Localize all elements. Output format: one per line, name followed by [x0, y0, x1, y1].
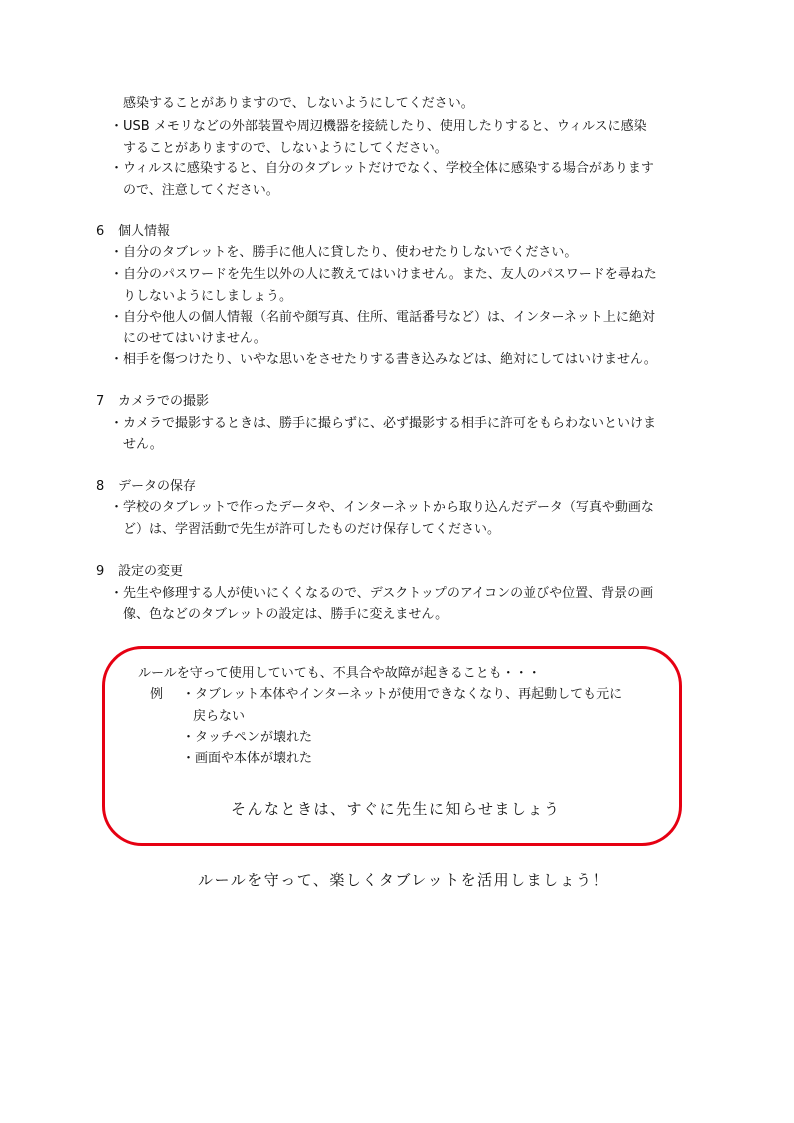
notice-message: そんなときは、すぐに先生に知らせましょう: [231, 800, 561, 818]
bullet-marker: ・: [110, 586, 124, 601]
section-line: 自分のパスワードを先生以外の人に教えてはいけません。また、友人のパスワードを尋ねた: [123, 267, 657, 282]
section-line: カメラで撮影するときは、勝手に撮らずに、必ず撮影する相手に許可をもらわないといけま: [123, 416, 657, 431]
section-title: 個人情報: [118, 224, 171, 239]
example-label: 例: [150, 687, 164, 702]
section-line: ど）は、学習活動で先生が許可したものだけ保存してください。: [123, 522, 501, 537]
example-item: ・タッチペンが壊れた: [182, 730, 313, 745]
section-number: 7: [96, 394, 105, 409]
section-number: 9: [96, 564, 105, 579]
example-item: ・タブレット本体やインターネットが使用できなくなり、再起動しても元に: [182, 687, 623, 702]
example-item: 戻らない: [193, 709, 246, 724]
intro-line: することがありますので、しないようにしてください。: [123, 141, 448, 156]
section-number: 6: [96, 224, 105, 239]
example-item: ・画面や本体が壊れた: [182, 751, 313, 766]
notice-heading: ルールを守って使用していても、不具合や故障が起きることも・・・: [138, 666, 541, 681]
intro-line: ので、注意してください。: [123, 183, 279, 198]
closing-message: ルールを守って、楽しくタブレットを活用しましょう！: [198, 871, 610, 889]
section-line: 自分のタブレットを、勝手に他人に貸したり、使わせたりしないでください。: [123, 245, 578, 260]
section-number: 8: [96, 479, 105, 494]
section-title: 設定の変更: [118, 564, 184, 579]
section-line: 自分や他人の個人情報（名前や顔写真、住所、電話番号など）は、インターネット上に絶対: [123, 310, 655, 325]
intro-line: USB メモリなどの外部装置や周辺機器を接続したり、使用したりすると、ウィルスに感染: [123, 119, 647, 134]
section-title: データの保存: [118, 479, 197, 494]
section-line: 像、色などのタブレットの設定は、勝手に変えません。: [123, 607, 449, 622]
section-line: りしないようにしましょう。: [123, 289, 293, 304]
bullet-marker: ・: [110, 310, 124, 325]
section-line: せん。: [123, 437, 163, 452]
bullet-marker: ・: [110, 245, 124, 260]
section-line: 学校のタブレットで作ったデータや、インターネットから取り込んだデータ（写真や動画な: [123, 500, 654, 515]
section-line: にのせてはいけません。: [123, 331, 267, 346]
section-line: 相手を傷つけたり、いやな思いをさせたりする書き込みなどは、絶対にしてはいけません。: [123, 352, 657, 367]
bullet-marker: ・: [110, 352, 124, 367]
bullet-marker: ・: [110, 161, 124, 176]
bullet-marker: ・: [110, 267, 124, 282]
bullet-marker: ・: [110, 500, 124, 515]
intro-line: 感染することがありますので、しないようにしてください。: [123, 96, 474, 111]
bullet-marker: ・: [110, 119, 124, 134]
intro-line: ウィルスに感染すると、自分のタブレットだけでなく、学校全体に感染する場合があります: [123, 161, 654, 176]
section-title: カメラでの撮影: [118, 394, 210, 409]
bullet-marker: ・: [110, 416, 124, 431]
section-line: 先生や修理する人が使いにくくなるので、デスクトップのアイコンの並びや位置、背景の画: [123, 586, 654, 601]
